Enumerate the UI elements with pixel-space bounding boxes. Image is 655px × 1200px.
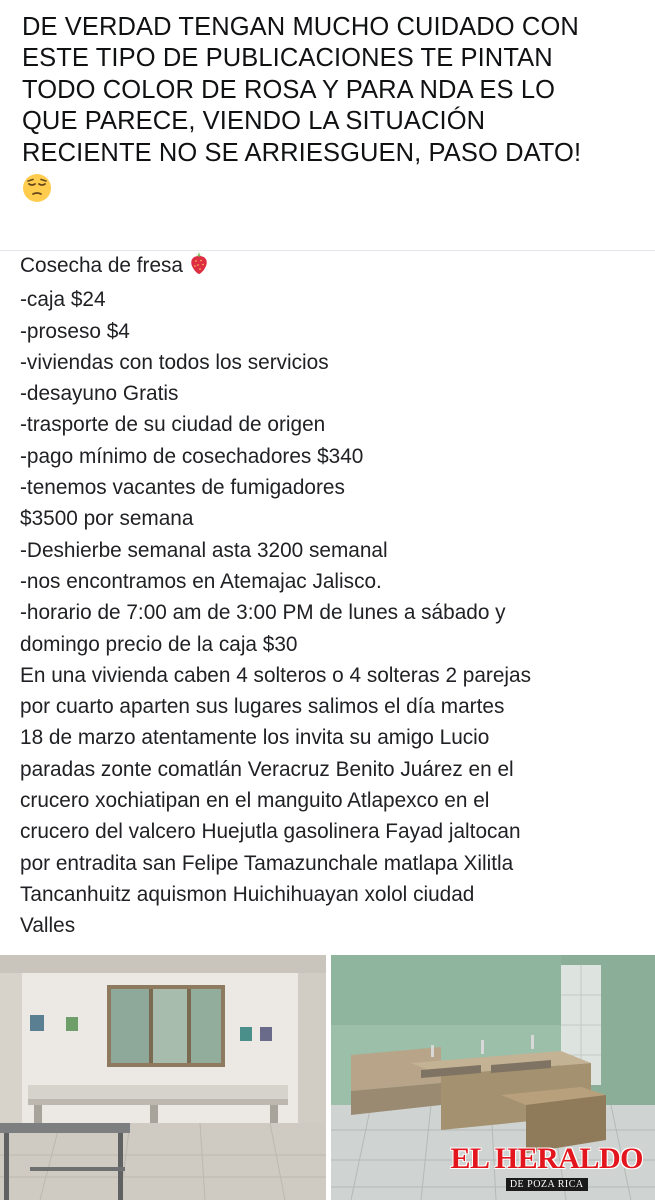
caption-line: ESTE TIPO DE PUBLICACIONES TE PINTAN	[22, 44, 553, 73]
post-line: -nos encontramos en Atemajac Jalisco.	[20, 569, 382, 593]
post-line: por entradita san Felipe Tamazunchale matlapa Xilitla	[20, 851, 514, 875]
post-line: Tancanhuitz aquismon Huichihuayan xolol ciudad	[20, 882, 475, 906]
post-title: Cosecha de fresa	[20, 254, 184, 277]
kitchen-room-photo[interactable]	[0, 955, 326, 1200]
newspaper-watermark	[450, 1144, 643, 1192]
post-line: crucero del valcero Huejutla gasolinera Fayad jaltocan	[20, 820, 521, 844]
post-line: -proseso $4	[20, 319, 130, 343]
post-line: domingo precio de la caja $30	[20, 632, 298, 656]
post-line: Valles	[20, 914, 76, 938]
post-line: -desayuno Gratis	[20, 382, 179, 406]
post-line: -trasporte de su ciudad de origen	[20, 413, 326, 437]
caption-line: QUE PARECE, VIENDO LA SITUACIÓN	[22, 107, 486, 136]
post-line: 18 de marzo atentamente los invita su amigo Lucio	[20, 726, 490, 750]
photo-grid	[0, 955, 655, 1200]
post-line: -tenemos vacantes de fumigadores	[20, 476, 345, 500]
post-line: paradas zonte comatlán Veracruz Benito Juárez en el	[20, 757, 514, 781]
post-line: -viviendas con todos los servicios	[20, 350, 329, 374]
shared-post-body	[20, 250, 645, 942]
watermark-subtitle: DE POZA RICA	[506, 1178, 588, 1191]
strawberry-emoji	[187, 251, 211, 284]
watermark-title: EL HERALDO	[450, 1142, 643, 1175]
pensive-face-emoji	[22, 173, 52, 208]
post-line: crucero xochiatipan en el manguito Atlapexco en el	[20, 789, 490, 813]
post-line: $3500 por semana	[20, 507, 194, 531]
caption-line: DE VERDAD TENGAN MUCHO CUIDADO CON	[22, 13, 579, 41]
caption-line: RECIENTE NO SE ARRIESGUEN, PASO DATO!	[22, 138, 582, 167]
post-line: -caja $24	[20, 288, 106, 312]
caption-text	[22, 12, 637, 169]
post-line: -horario de 7:00 am de 3:00 PM de lunes a sábado y	[20, 601, 506, 625]
post-title-line	[20, 250, 645, 284]
post-line: En una vivienda caben 4 solteros o 4 solteras 2 parejas	[20, 663, 531, 687]
post-line: -Deshierbe semanal asta 3200 semanal	[20, 538, 388, 562]
post-line: -pago mínimo de cosechadores $340	[20, 444, 364, 468]
post-line: por cuarto aparten sus lugares salimos el día martes	[20, 695, 505, 719]
caption-line: TODO COLOR DE ROSA Y PARA NDA ES LO	[22, 75, 556, 104]
post-caption	[0, 0, 655, 246]
